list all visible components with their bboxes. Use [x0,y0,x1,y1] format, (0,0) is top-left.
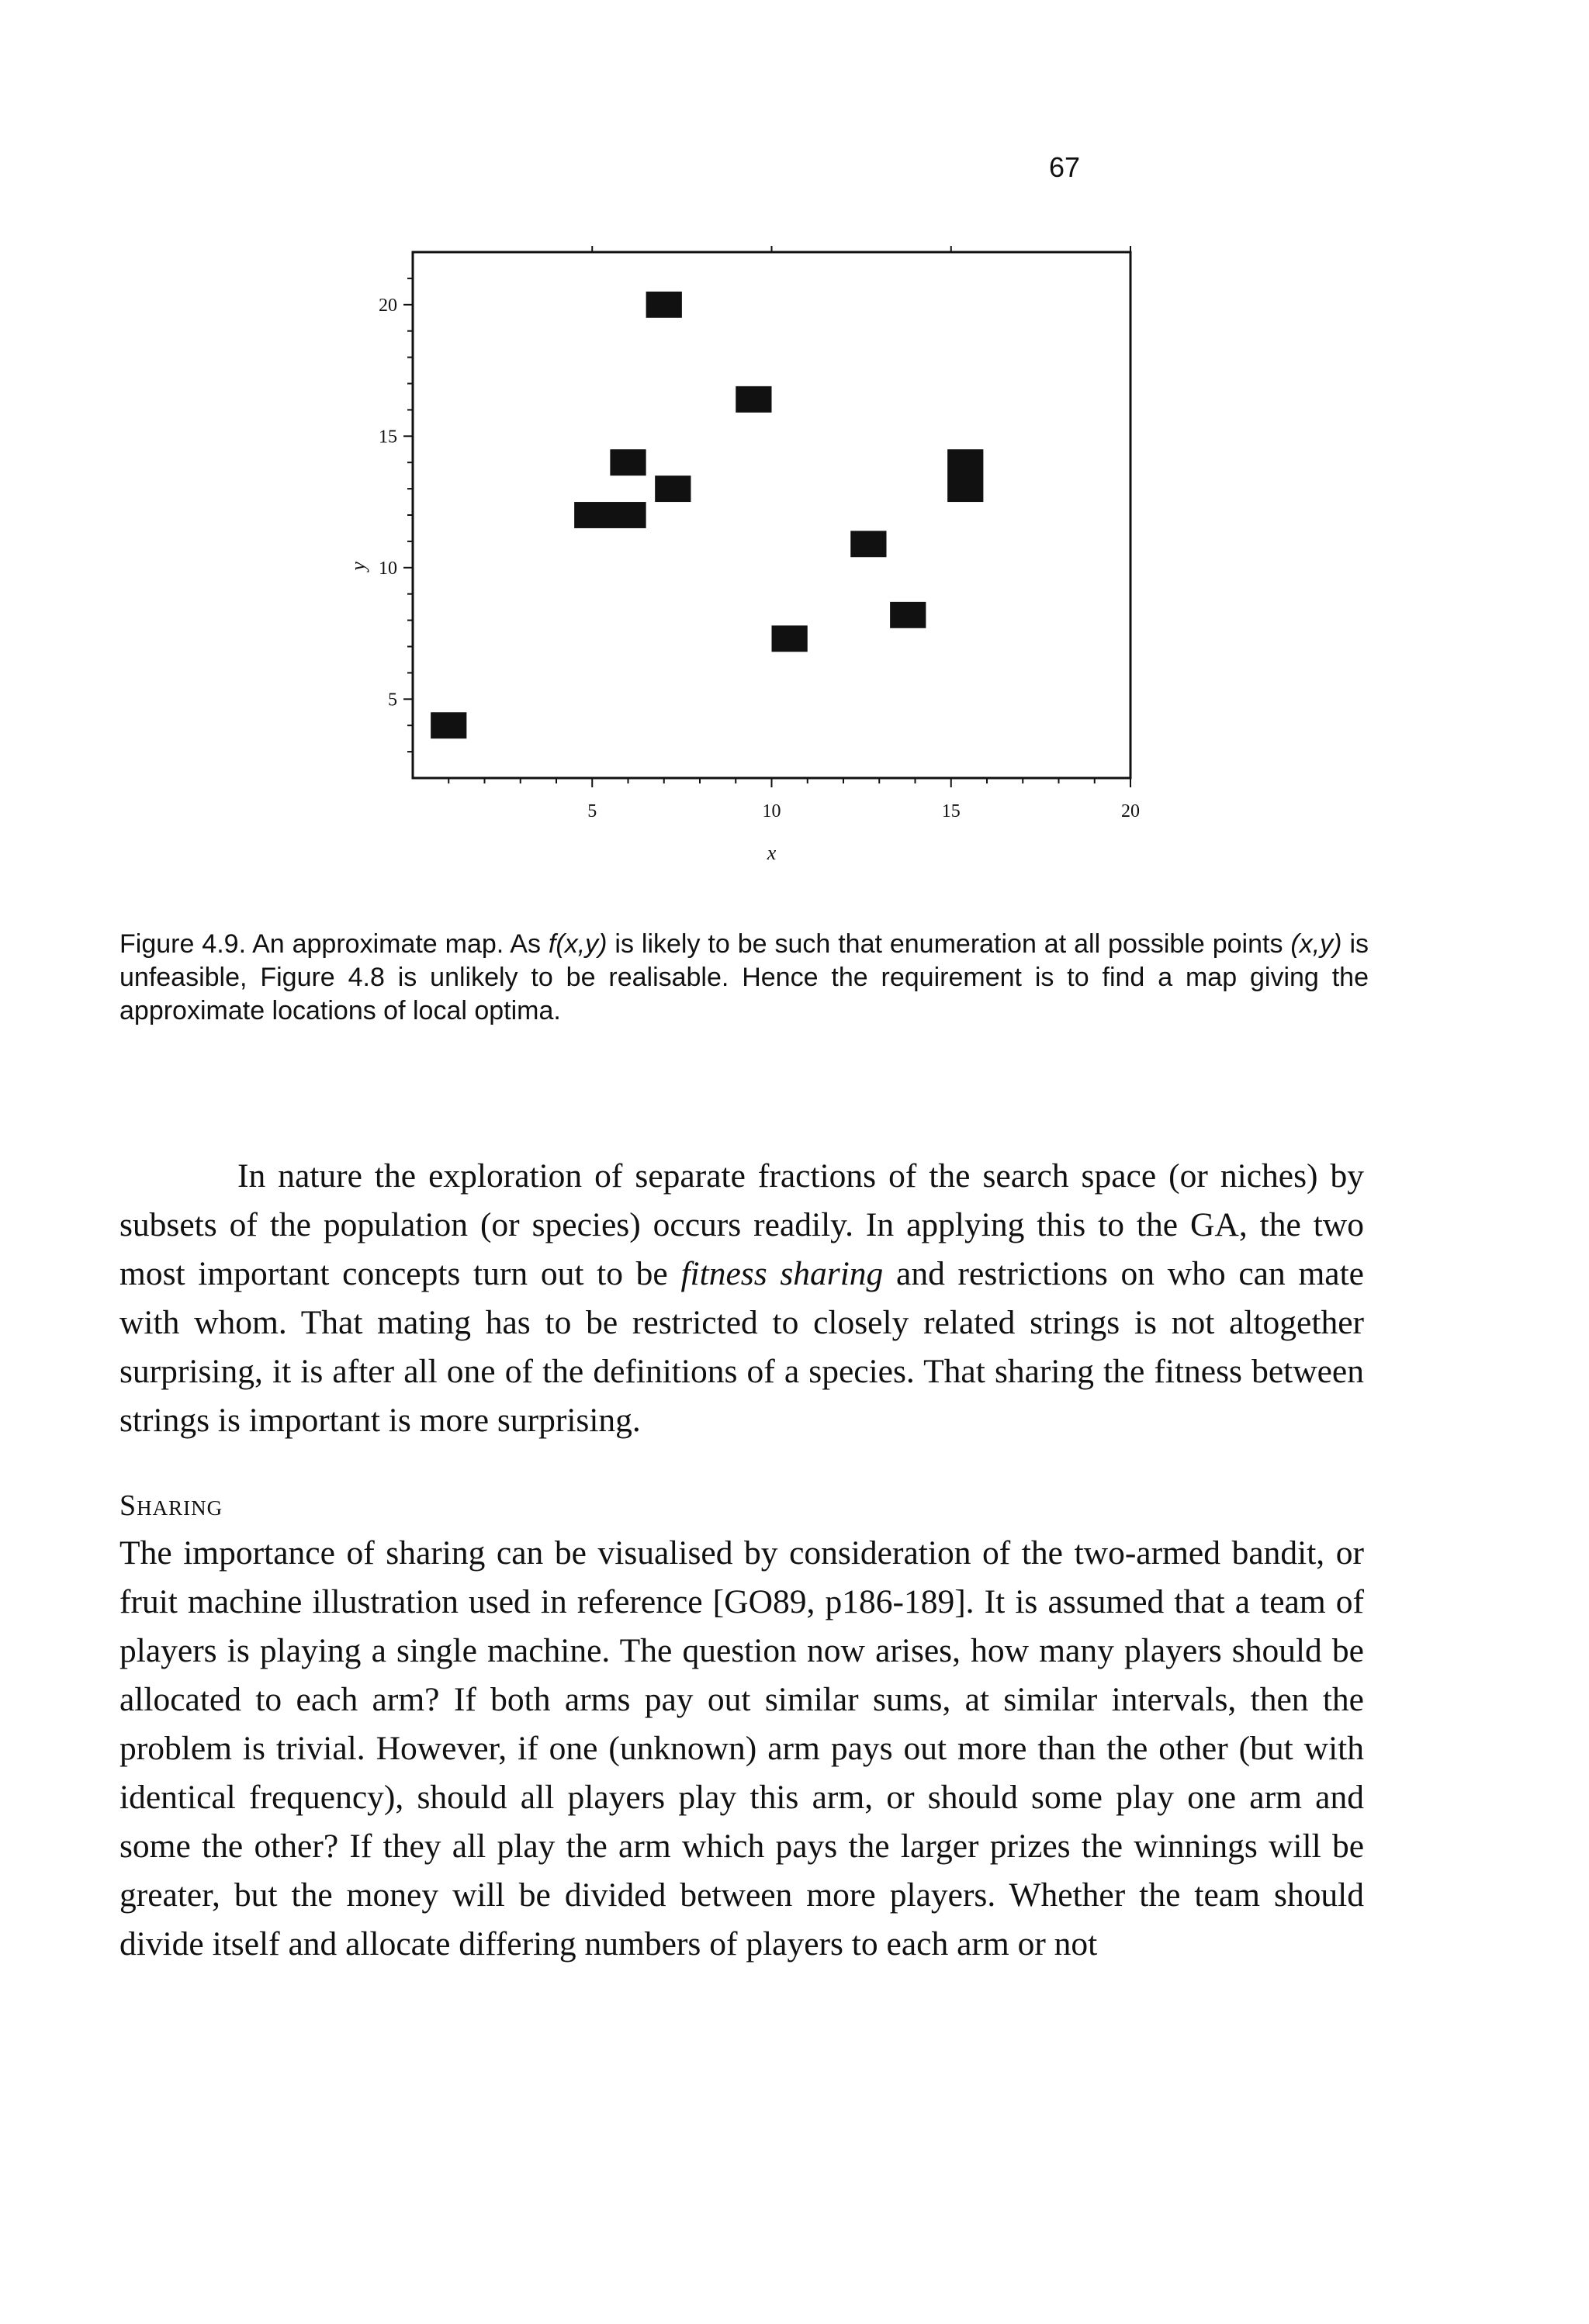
x-tick-label: 5 [587,801,597,821]
x-tick-label: 20 [1121,801,1140,821]
data-point-8 [890,602,926,628]
caption-text-e: is unfeasible, Figure 4.8 is unlikely to be realisable. Hence the requirement is to find a map giving the approximate locations of local optima. [119,929,1369,1025]
caption-text-c: is likely to be such that enumeration at all possible points [607,929,1291,959]
caption-text-a: Figure 4.9. An approximate map. As [119,929,549,959]
paragraph-niches-c: and restrictions on who can mate with whom. That mating has to be restricted to closely related strings is not altogether surprising, it is after all one of the definitions of a species. That sharing the fitness between strings is important is more surprising. [119,1255,1364,1439]
data-point-6 [947,449,983,502]
x-tick-label: 15 [941,801,961,821]
y-tick-label: 20 [379,295,397,316]
data-point-2 [736,386,771,413]
data-point-3 [610,449,646,476]
paragraph-sharing: The importance of sharing can be visualised by consideration of the two-armed bandit, or fruit machine illustration used in reference [GO89, p186-189]. It is assumed that a team of players is playing a single machine. The question now arises, how many players should be allocated to each arm? If both arms pay out similar sums, at similar intervals, then the problem is trivial. However, if one (unknown) arm pays out more than the other (but with identical frequency), should all players play this arm, or should some play one arm and some the other? If they all play the arm which pays the larger prizes the winnings will be greater, but the money will be divided between more players. Whether the team should divide itself and allocate differing numbers of players to each arm or not [119,1534,1364,1963]
y-tick-label: 5 [388,690,397,711]
x-tick-label: 10 [762,801,781,821]
y-tick-label: 10 [379,558,397,579]
page-number: 67 [1049,151,1081,183]
paragraph-niches-a: In nature the exploration of separate fractions of the search space (or niches) by subsets of the population (or species) occurs readily. In applying this to the GA, the two most important concepts turn out to be [119,1157,1364,1292]
figure-caption [119,928,1369,1028]
paragraph-niches-fitness-sharing: fitness sharing [680,1255,884,1292]
body-text [119,1152,1364,1969]
data-point-1 [646,292,682,318]
y-tick-label: 15 [379,427,397,448]
data-point-4 [655,476,691,502]
caption-fxy: f(x,y) [548,929,608,959]
plot-frame [413,252,1130,778]
data-point-5 [574,502,646,528]
y-axis-label: y [347,562,369,571]
caption-xy: (x,y) [1290,929,1342,959]
paragraph-niches [119,1152,1364,1445]
section-heading-sharing: Sharing [119,1489,223,1522]
x-axis-label: x [767,842,777,864]
data-point-9 [772,625,808,652]
approximate-map-chart [0,0,1589,915]
data-point-10 [431,712,466,738]
data-point-7 [850,531,886,557]
